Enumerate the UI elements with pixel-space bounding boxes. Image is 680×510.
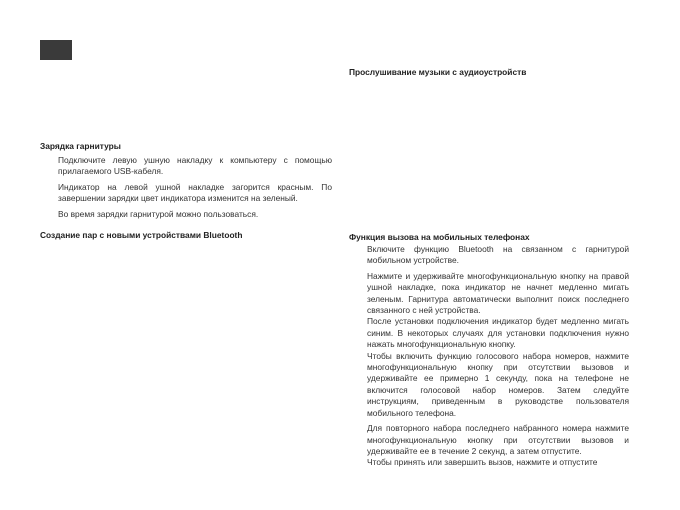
charging-step-3: Во время зарядки гарнитурой можно пользоваться. [58,208,259,219]
calls-step-3: После установки подключения индикатор будет медленно мигать синим. В некоторых случаях для установки подключения нужно нажать многофункциональную кнопку. [367,316,629,350]
language-tab-marker [40,40,72,60]
calls-step-2: Нажмите и удерживайте многофункциональную кнопку на правой ушной накладке, пока индикатор не начнет медленно мигать зеленым. Гарнитура автоматически выполнит поиск последнего связанного с ней устройства. [367,270,629,316]
charging-step-1: Подключите левую ушную накладку к компьютеру с помощью прилагаемого USB-кабеля. [58,155,332,177]
left-column [40,141,332,240]
calls-step-6: Чтобы принять или завершить вызов, нажмите и отпустите [367,457,598,468]
pairing-heading: Создание пар с новыми устройствами Bluetooth [40,230,243,241]
calls-body [367,244,629,469]
calls-step-4: Чтобы включить функцию голосового набора номеров, нажмите многофункциональную кнопку при отсутствии вызовов и удерживайте ее примерно 1 секунду, пока на телефоне не включится голосовой набор номеров. Затем следуйте инструкциям, приведенным в руководстве пользователя мобильного телефона. [367,350,629,418]
calls-step-5: Для повторного набора последнего набранного номера нажмите многофункциональную кнопку при отсутствии вызовов и удерживайте ее в течение 2 секунд, а затем отпустите. [367,423,629,456]
calls-step-1: Включите функцию Bluetooth на связанном с гарнитурой мобильном устройстве. [367,244,629,266]
charging-heading: Зарядка гарнитуры [40,141,121,151]
calls-heading: Функция вызова на мобильных телефонах [349,232,530,242]
charging-step-2: Индикатор на левой ушной накладке загорится красным. По завершении зарядки цвет индикатора изменится на зеленый. [58,181,332,204]
music-heading: Прослушивание музыки с аудиоустройств [349,67,527,77]
